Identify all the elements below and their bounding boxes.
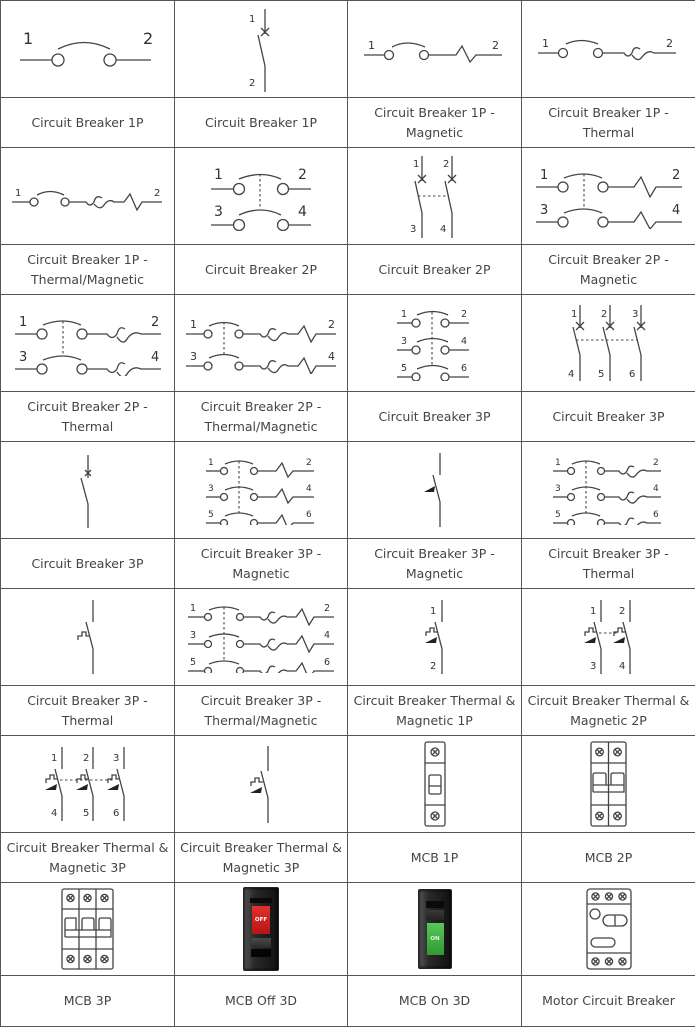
symbol-label: Circuit Breaker 3P - Thermal/Magnetic (175, 686, 348, 736)
svg-text:2: 2 (328, 318, 335, 331)
svg-text:6: 6 (629, 369, 635, 380)
symbol-cell[interactable] (175, 736, 348, 833)
symbol-cell[interactable] (1, 148, 175, 245)
svg-text:2: 2 (430, 661, 436, 672)
svg-text:4: 4 (306, 484, 312, 494)
symbol-label: Circuit Breaker 2P (175, 245, 348, 295)
svg-text:5: 5 (83, 808, 89, 819)
symbol-label: MCB 3P (1, 976, 175, 1027)
svg-text:1: 1 (23, 29, 33, 48)
symbol-label: MCB Off 3D (175, 976, 348, 1027)
svg-text:4: 4 (324, 630, 330, 641)
cb-thermal-magnetic-1p-icon (415, 597, 455, 677)
cb-1p-magnetic-icon (362, 29, 507, 69)
mcb-1p-icon (423, 740, 447, 828)
svg-text:2: 2 (324, 603, 330, 614)
svg-text:2: 2 (143, 29, 153, 48)
symbol-label: Circuit Breaker Thermal & Magnetic 2P (522, 686, 695, 736)
cb-3p-thermal-single-line-icon (73, 597, 103, 677)
svg-text:6: 6 (461, 363, 467, 374)
mcb-on-3d-icon (418, 889, 452, 969)
symbol-label: Circuit Breaker 3P (348, 392, 522, 442)
symbol-cell[interactable] (175, 1, 348, 98)
symbol-label: Motor Circuit Breaker (522, 976, 695, 1027)
svg-text:3: 3 (190, 630, 196, 641)
motor-circuit-breaker-icon (585, 887, 633, 971)
svg-text:2: 2 (443, 159, 449, 170)
svg-text:1: 1 (190, 318, 197, 331)
svg-text:3: 3 (190, 350, 197, 363)
symbol-label: Circuit Breaker 2P (348, 245, 522, 295)
svg-text:1: 1 (542, 37, 549, 50)
symbol-label: Circuit Breaker 2P - Magnetic (522, 245, 695, 295)
symbol-cell[interactable] (348, 295, 522, 392)
symbol-label: Circuit Breaker Thermal & Magnetic 1P (348, 686, 522, 736)
mcb-3p-icon (61, 887, 115, 971)
svg-text:4: 4 (653, 484, 659, 494)
svg-text:2: 2 (249, 78, 255, 89)
symbol-cell[interactable] (175, 295, 348, 392)
svg-text:1: 1 (190, 603, 196, 614)
symbol-label: Circuit Breaker 1P (1, 98, 175, 148)
svg-text:1: 1 (19, 315, 27, 330)
svg-text:3: 3 (410, 224, 416, 235)
svg-text:4: 4 (51, 808, 57, 819)
svg-text:2: 2 (666, 37, 673, 50)
svg-text:4: 4 (440, 224, 446, 235)
symbol-cell[interactable] (1, 736, 175, 833)
cb-3p-thermal-magnetic-icon (186, 601, 336, 673)
symbol-label: MCB On 3D (348, 976, 522, 1027)
symbol-cell[interactable] (348, 442, 522, 539)
symbol-cell[interactable] (175, 442, 348, 539)
svg-text:3: 3 (19, 350, 27, 365)
svg-text:5: 5 (555, 510, 561, 520)
svg-text:3: 3 (632, 309, 638, 320)
symbol-cell[interactable] (522, 295, 695, 392)
svg-text:2: 2 (492, 39, 499, 52)
svg-text:3: 3 (540, 203, 548, 218)
symbol-label: Circuit Breaker Thermal & Magnetic 3P (175, 833, 348, 883)
on-switch-face: ON (427, 923, 444, 955)
svg-text:2: 2 (83, 753, 89, 764)
symbol-label: Circuit Breaker 3P (1, 539, 175, 589)
cb-3p-single-line-icon (73, 450, 103, 530)
svg-text:3: 3 (401, 336, 407, 347)
svg-text:4: 4 (619, 661, 625, 672)
svg-text:2: 2 (151, 315, 159, 330)
symbol-label: MCB 1P (348, 833, 522, 883)
svg-text:2: 2 (154, 188, 160, 199)
symbol-label: Circuit Breaker 2P - Thermal (1, 392, 175, 442)
cb-2p-magnetic-icon (534, 163, 684, 229)
cb-thermal-magnetic-2p-icon (579, 597, 639, 677)
symbol-cell[interactable] (522, 589, 695, 686)
symbol-cell[interactable] (1, 442, 175, 539)
cb-1p-thermal-icon (536, 29, 681, 69)
svg-text:6: 6 (324, 657, 330, 668)
svg-text:3: 3 (214, 204, 223, 220)
cb-2p-horizontal-icon (206, 161, 316, 231)
mcb-2p-icon (589, 740, 629, 828)
symbol-label: Circuit Breaker 3P - Thermal (1, 686, 175, 736)
svg-text:1: 1 (413, 159, 419, 170)
svg-text:4: 4 (328, 350, 335, 363)
symbol-label: Circuit Breaker 3P (522, 392, 695, 442)
symbol-cell[interactable] (348, 883, 522, 976)
svg-text:4: 4 (151, 350, 159, 365)
symbol-cell[interactable] (1, 589, 175, 686)
symbol-label: Circuit Breaker 1P - Thermal (522, 98, 695, 148)
svg-text:2: 2 (601, 309, 607, 320)
cb-thermal-magnetic-3p-single-line-icon (241, 743, 281, 825)
svg-text:4: 4 (461, 336, 467, 347)
svg-text:1: 1 (540, 168, 548, 183)
symbol-cell[interactable] (522, 442, 695, 539)
svg-text:1: 1 (401, 309, 407, 320)
symbol-label: Circuit Breaker 1P (175, 98, 348, 148)
symbol-label: Circuit Breaker Thermal & Magnetic 3P (1, 833, 175, 883)
svg-text:3: 3 (590, 661, 596, 672)
symbol-cell[interactable] (348, 589, 522, 686)
symbol-label: Circuit Breaker 3P - Magnetic (175, 539, 348, 589)
cb-3p-magnetic-icon (204, 455, 319, 525)
svg-text:3: 3 (113, 753, 119, 764)
svg-text:3: 3 (208, 484, 214, 494)
svg-text:4: 4 (568, 369, 574, 380)
svg-text:2: 2 (653, 458, 659, 468)
cb-1p-horizontal-icon (18, 24, 158, 74)
cb-thermal-magnetic-3p-icon (43, 744, 133, 824)
svg-text:2: 2 (306, 458, 312, 468)
svg-text:6: 6 (653, 510, 659, 520)
symbol-cell[interactable] (1, 295, 175, 392)
svg-text:1: 1 (430, 606, 436, 617)
svg-text:1: 1 (214, 167, 223, 183)
cb-1p-thermal-magnetic-icon (10, 176, 165, 216)
svg-text:1: 1 (249, 14, 255, 25)
symbol-cell[interactable] (175, 148, 348, 245)
svg-text:1: 1 (555, 458, 561, 468)
symbol-label: Circuit Breaker 1P - Thermal/Magnetic (1, 245, 175, 295)
svg-text:1: 1 (590, 606, 596, 617)
symbol-cell[interactable] (522, 148, 695, 245)
symbol-cell[interactable] (175, 589, 348, 686)
symbol-cell[interactable] (348, 1, 522, 98)
symbol-cell[interactable] (1, 1, 175, 98)
symbol-cell[interactable] (522, 736, 695, 833)
cb-1p-vertical-icon (241, 4, 281, 94)
symbol-cell[interactable] (175, 883, 348, 976)
svg-text:2: 2 (298, 167, 307, 183)
svg-text:5: 5 (598, 369, 604, 380)
symbol-label: Circuit Breaker 2P - Thermal/Magnetic (175, 392, 348, 442)
svg-text:2: 2 (461, 309, 467, 320)
mcb-off-3d-icon (243, 887, 279, 971)
symbol-cell[interactable] (348, 148, 522, 245)
svg-text:6: 6 (306, 510, 312, 520)
cb-3p-thermal-icon (551, 455, 666, 525)
svg-text:1: 1 (368, 39, 375, 52)
cb-2p-thermal-magnetic-icon (184, 312, 339, 374)
cb-3p-vertical-icon (568, 303, 650, 383)
svg-text:1: 1 (15, 188, 21, 199)
svg-text:4: 4 (298, 204, 307, 220)
symbol-label: Circuit Breaker 1P - Magnetic (348, 98, 522, 148)
symbol-label: Circuit Breaker 3P - Magnetic (348, 539, 522, 589)
symbol-cell[interactable] (522, 883, 695, 976)
symbol-cell[interactable] (522, 1, 695, 98)
svg-text:5: 5 (208, 510, 214, 520)
symbol-cell[interactable] (348, 736, 522, 833)
svg-text:2: 2 (672, 168, 680, 183)
cb-3p-horizontal-icon (395, 305, 475, 381)
svg-text:6: 6 (113, 808, 119, 819)
svg-text:1: 1 (208, 458, 214, 468)
cb-2p-thermal-icon (13, 310, 163, 376)
off-switch-face: OFF (252, 906, 270, 934)
symbol-cell[interactable] (1, 883, 175, 976)
svg-text:5: 5 (190, 657, 196, 668)
symbol-label: Circuit Breaker 3P - Thermal (522, 539, 695, 589)
svg-text:1: 1 (51, 753, 57, 764)
cb-3p-magnetic-single-line-icon (420, 450, 450, 530)
svg-text:5: 5 (401, 363, 407, 374)
svg-text:4: 4 (672, 203, 680, 218)
cb-2p-vertical-icon (405, 153, 465, 239)
svg-text:2: 2 (619, 606, 625, 617)
svg-text:3: 3 (555, 484, 561, 494)
svg-text:1: 1 (571, 309, 577, 320)
symbol-label: MCB 2P (522, 833, 695, 883)
